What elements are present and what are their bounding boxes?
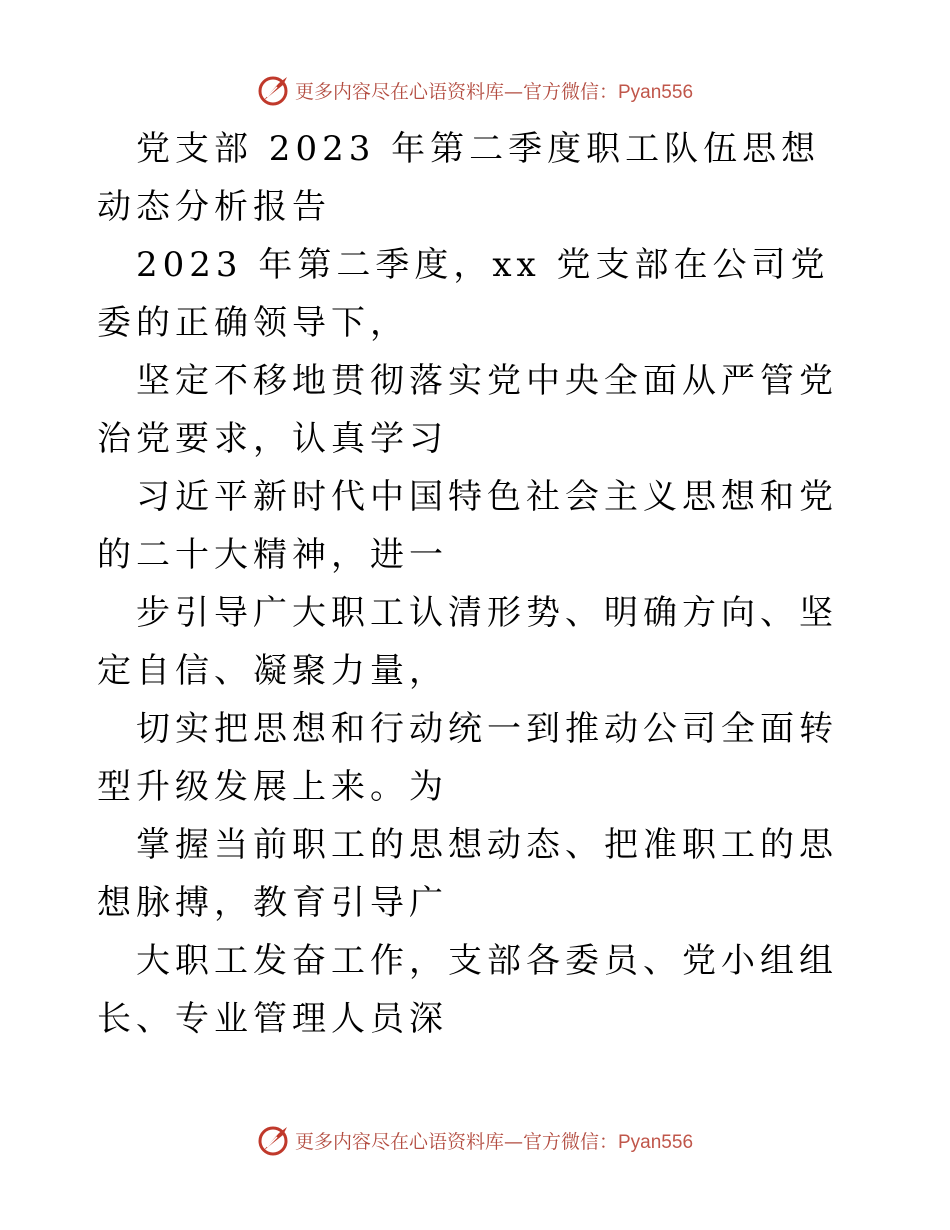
- banner-wechat-id: Pyan556: [618, 1131, 694, 1153]
- paragraph-6: 掌握当前职工的思想动态、把准职工的思想脉搏，教育引导广: [97, 825, 838, 923]
- paragraph-1: 2023 年第二季度，xx 党支部在公司党委的正确领导下，: [97, 245, 830, 343]
- banner-site-text: 更多内容尽在心语资料库—官方微信：: [294, 80, 618, 103]
- document-body: [97, 120, 857, 1048]
- banner-wechat-id: Pyan556: [618, 81, 694, 103]
- quill-pen-logo-icon: [257, 73, 291, 107]
- banner-text: [295, 77, 693, 104]
- document-title: 党支部 2023 年第二季度职工队伍思想动态分析报告: [97, 129, 821, 227]
- footer-watermark-banner: [0, 1120, 950, 1160]
- paragraph-2: 坚定不移地贯彻落实党中央全面从严管党治党要求，认真学习: [97, 361, 838, 459]
- paragraph-4: 步引导广大职工认清形势、明确方向、坚定自信、凝聚力量，: [97, 593, 838, 691]
- banner-text: [295, 1127, 693, 1154]
- paragraph-5: 切实把思想和行动统一到推动公司全面转型升级发展上来。为: [97, 709, 838, 807]
- paragraph-7: 大职工发奋工作，支部各委员、党小组组长、专业管理人员深: [97, 941, 838, 1039]
- paragraph-3: 习近平新时代中国特色社会主义思想和党的二十大精神，进一: [97, 477, 838, 575]
- header-watermark-banner: [0, 70, 950, 110]
- quill-pen-logo-icon: [257, 1123, 291, 1157]
- banner-site-text: 更多内容尽在心语资料库—官方微信：: [294, 1130, 618, 1153]
